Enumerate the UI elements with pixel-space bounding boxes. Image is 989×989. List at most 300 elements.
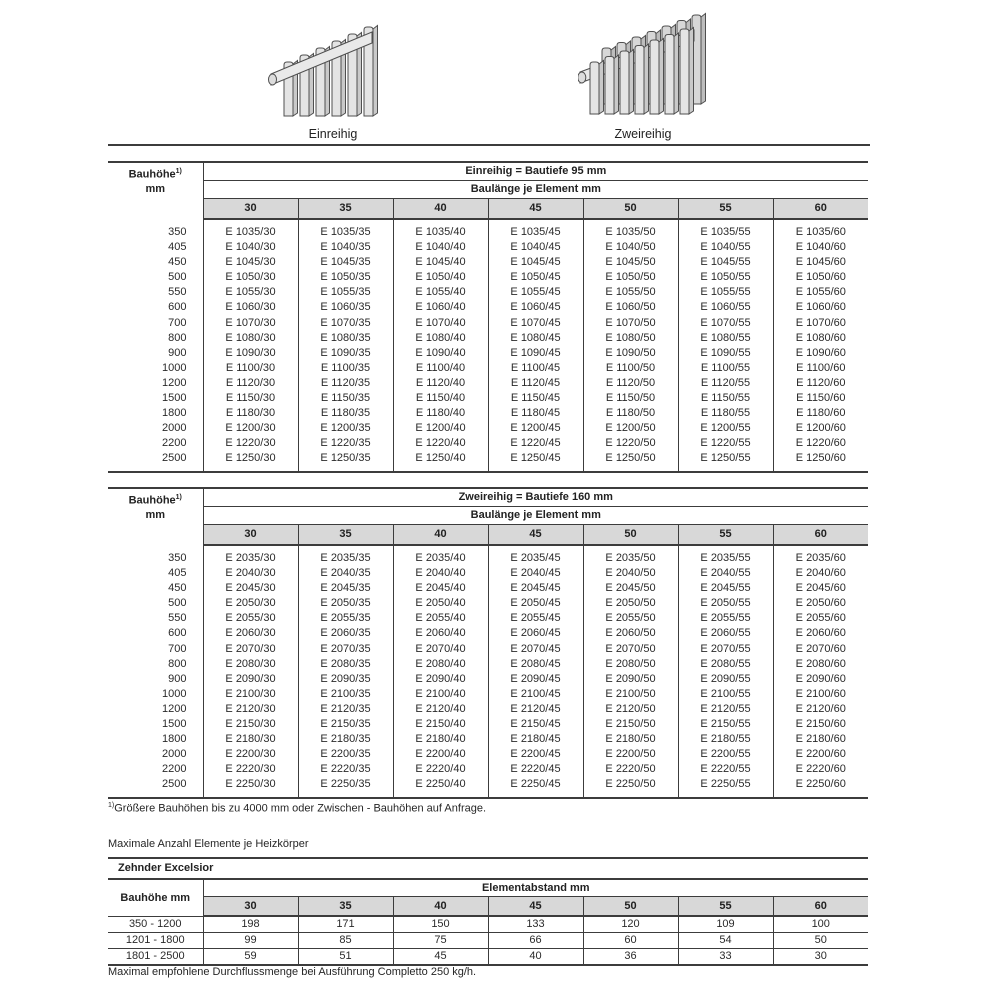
table-row xyxy=(108,545,868,566)
model-code-cell: E 1120/55 xyxy=(678,376,773,391)
model-code-cell: E 2120/55 xyxy=(678,702,773,717)
model-code-cell: E 1100/40 xyxy=(393,361,488,376)
table-row xyxy=(108,949,868,966)
model-code-cell: E 1220/45 xyxy=(488,436,583,451)
model-code-cell: E 2040/40 xyxy=(393,566,488,581)
model-code-cell: E 1055/30 xyxy=(203,285,298,300)
col-header: 35 xyxy=(298,524,393,545)
model-code-cell: E 1035/55 xyxy=(678,219,773,240)
footnote: $^{1)}$Größere Bauhöhen bis zu 4000 mm oder Zwischen - Bauhöhen auf Anfrage. xyxy=(108,802,487,815)
model-code-cell: E 1200/50 xyxy=(583,421,678,436)
col-header: 55 xyxy=(678,896,773,916)
model-code-cell: E 1050/50 xyxy=(583,270,678,285)
table-row xyxy=(108,219,868,240)
row-header-value: 2000 xyxy=(108,421,203,436)
section-title: Maximale Anzahl Elemente je Heizkörper xyxy=(108,838,309,850)
model-code-cell: E 2060/50 xyxy=(583,626,678,641)
row-header-value: 350 xyxy=(108,545,203,566)
max-elements-cell: 33 xyxy=(678,949,773,966)
model-code-cell: E 1120/35 xyxy=(298,376,393,391)
model-code-cell: E 2150/40 xyxy=(393,717,488,732)
model-code-cell: E 1150/55 xyxy=(678,391,773,406)
table-row xyxy=(108,406,868,421)
row-header-value: 700 xyxy=(108,316,203,331)
model-code-cell: E 1050/55 xyxy=(678,270,773,285)
model-code-cell: E 1250/35 xyxy=(298,451,393,471)
max-elements-cell: 171 xyxy=(298,916,393,933)
max-elements-cell: 59 xyxy=(203,949,298,966)
model-code-cell: E 1220/35 xyxy=(298,436,393,451)
model-code-cell: E 2035/35 xyxy=(298,545,393,566)
model-code-cell: E 1120/50 xyxy=(583,376,678,391)
max-elements-cell: 109 xyxy=(678,916,773,933)
model-code-cell: E 1050/30 xyxy=(203,270,298,285)
max-elements-cell: 66 xyxy=(488,933,583,949)
col-header: 30 xyxy=(203,896,298,916)
model-code-cell: E 1080/55 xyxy=(678,331,773,346)
table-row xyxy=(108,657,868,672)
model-code-cell: E 2200/50 xyxy=(583,747,678,762)
model-code-cell: E 1090/30 xyxy=(203,346,298,361)
model-code-cell: E 1100/50 xyxy=(583,361,678,376)
column-header-row xyxy=(108,896,868,916)
table-row xyxy=(108,702,868,717)
model-code-cell: E 1090/40 xyxy=(393,346,488,361)
max-elements-cell: 45 xyxy=(393,949,488,966)
model-code-cell: E 2220/60 xyxy=(773,762,868,777)
model-code-cell: E 2250/55 xyxy=(678,777,773,797)
table-row xyxy=(108,762,868,777)
model-code-cell: E 1040/30 xyxy=(203,240,298,255)
row-header-title: Bauhöhe mm xyxy=(108,879,203,916)
col-header: 50 xyxy=(583,198,678,219)
row-header-value: 900 xyxy=(108,672,203,687)
model-code-cell: E 2070/45 xyxy=(488,642,583,657)
model-code-cell: E 1200/45 xyxy=(488,421,583,436)
model-code-cell: E 1070/55 xyxy=(678,316,773,331)
model-code-cell: E 2035/40 xyxy=(393,545,488,566)
table-row xyxy=(108,672,868,687)
double-row-radiator-illustration xyxy=(578,8,718,141)
model-code-cell: E 2150/35 xyxy=(298,717,393,732)
col-header: 55 xyxy=(678,524,773,545)
model-code-cell: E 2200/45 xyxy=(488,747,583,762)
model-code-cell: E 2045/45 xyxy=(488,581,583,596)
model-code-cell: E 1045/30 xyxy=(203,255,298,270)
model-code-cell: E 1200/30 xyxy=(203,421,298,436)
row-header-value: 350 - 1200 xyxy=(108,916,203,933)
col-header: 55 xyxy=(678,198,773,219)
model-code-cell: E 1070/60 xyxy=(773,316,868,331)
model-code-cell: E 1100/35 xyxy=(298,361,393,376)
table-band-title: Zweireihig = Bautiefe 160 mm xyxy=(203,488,868,506)
col-header: 30 xyxy=(203,198,298,219)
column-header-row xyxy=(108,198,868,219)
column-header-row xyxy=(108,524,868,545)
model-code-cell: E 1180/30 xyxy=(203,406,298,421)
row-header-value: 1201 - 1800 xyxy=(108,933,203,949)
table-row xyxy=(108,316,868,331)
model-code-cell: E 1060/30 xyxy=(203,300,298,315)
table-row xyxy=(108,240,868,255)
col-header: 60 xyxy=(773,524,868,545)
model-code-cell: E 2060/45 xyxy=(488,626,583,641)
flow-rate-note: Maximal empfohlene Durchflussmenge bei Ausführung Completto 250 kg/h. xyxy=(108,966,477,978)
row-header-value: 350 xyxy=(108,219,203,240)
model-code-cell: E 2035/60 xyxy=(773,545,868,566)
model-code-cell: E 1080/60 xyxy=(773,331,868,346)
model-code-cell: E 2040/60 xyxy=(773,566,868,581)
model-code-cell: E 1220/50 xyxy=(583,436,678,451)
model-code-cell: E 1180/55 xyxy=(678,406,773,421)
single-row-radiator-illustration xyxy=(268,12,403,141)
double-row-radiator-drawing xyxy=(578,8,718,122)
model-code-cell: E 1150/35 xyxy=(298,391,393,406)
model-code-cell: E 1055/40 xyxy=(393,285,488,300)
model-code-cell: E 2035/50 xyxy=(583,545,678,566)
model-code-cell: E 2100/40 xyxy=(393,687,488,702)
model-code-cell: E 2040/30 xyxy=(203,566,298,581)
model-code-cell: E 2180/30 xyxy=(203,732,298,747)
table-row xyxy=(108,642,868,657)
model-code-cell: E 2055/35 xyxy=(298,611,393,626)
model-code-cell: E 2100/35 xyxy=(298,687,393,702)
model-code-cell: E 1090/55 xyxy=(678,346,773,361)
row-header-value: 450 xyxy=(108,255,203,270)
model-code-cell: E 1120/40 xyxy=(393,376,488,391)
model-code-cell: E 1040/35 xyxy=(298,240,393,255)
model-code-cell: E 2050/45 xyxy=(488,596,583,611)
model-code-cell: E 2035/55 xyxy=(678,545,773,566)
model-code-cell: E 1080/50 xyxy=(583,331,678,346)
model-code-cell: E 2045/60 xyxy=(773,581,868,596)
model-code-cell: E 2180/55 xyxy=(678,732,773,747)
model-code-cell: E 2080/55 xyxy=(678,657,773,672)
row-header-value: 1801 - 2500 xyxy=(108,949,203,966)
model-code-cell: E 1045/60 xyxy=(773,255,868,270)
model-code-cell: E 2055/55 xyxy=(678,611,773,626)
model-code-cell: E 2035/45 xyxy=(488,545,583,566)
model-code-cell: E 2055/60 xyxy=(773,611,868,626)
model-code-cell: E 2055/30 xyxy=(203,611,298,626)
model-code-cell: E 2100/55 xyxy=(678,687,773,702)
col-header: 45 xyxy=(488,524,583,545)
double-row-label: Zweireihig xyxy=(614,127,672,141)
model-code-cell: E 1150/40 xyxy=(393,391,488,406)
row-header-value: 1000 xyxy=(108,687,203,702)
max-elements-cell: 51 xyxy=(298,949,393,966)
row-header-value: 800 xyxy=(108,331,203,346)
model-code-cell: E 2080/35 xyxy=(298,657,393,672)
model-code-cell: E 2040/35 xyxy=(298,566,393,581)
model-code-cell: E 2120/60 xyxy=(773,702,868,717)
model-code-cell: E 1055/60 xyxy=(773,285,868,300)
model-code-cell: E 2100/30 xyxy=(203,687,298,702)
model-code-cell: E 1150/60 xyxy=(773,391,868,406)
model-code-cell: E 2150/50 xyxy=(583,717,678,732)
model-code-cell: E 2180/60 xyxy=(773,732,868,747)
model-code-cell: E 2070/55 xyxy=(678,642,773,657)
model-code-cell: E 1120/60 xyxy=(773,376,868,391)
table-row xyxy=(108,451,868,471)
model-code-cell: E 1080/35 xyxy=(298,331,393,346)
model-code-cell: E 1080/30 xyxy=(203,331,298,346)
model-code-cell: E 2050/35 xyxy=(298,596,393,611)
max-elements-cell: 120 xyxy=(583,916,678,933)
model-code-cell: E 2060/40 xyxy=(393,626,488,641)
row-header-value: 2500 xyxy=(108,777,203,797)
model-code-cell: E 1050/60 xyxy=(773,270,868,285)
model-code-cell: E 2180/45 xyxy=(488,732,583,747)
model-code-cell: E 1035/40 xyxy=(393,219,488,240)
row-header-value: 405 xyxy=(108,240,203,255)
model-code-cell: E 2045/30 xyxy=(203,581,298,596)
brand-title: Zehnder Excelsior xyxy=(108,858,868,879)
model-code-cell: E 2200/40 xyxy=(393,747,488,762)
model-code-cell: E 1040/40 xyxy=(393,240,488,255)
max-elements-cell: 150 xyxy=(393,916,488,933)
model-code-cell: E 2070/35 xyxy=(298,642,393,657)
model-code-cell: E 2250/45 xyxy=(488,777,583,797)
model-code-cell: E 1100/60 xyxy=(773,361,868,376)
row-header-title: Bauhöhe$^{1)}$ mm xyxy=(108,488,203,545)
max-elements-table xyxy=(108,857,868,966)
model-code-cell: E 1100/45 xyxy=(488,361,583,376)
table-row xyxy=(108,361,868,376)
model-code-cell: E 1045/40 xyxy=(393,255,488,270)
model-code-cell: E 1090/45 xyxy=(488,346,583,361)
model-code-cell: E 1070/35 xyxy=(298,316,393,331)
max-elements-cell: 60 xyxy=(583,933,678,949)
max-elements-cell: 30 xyxy=(773,949,868,966)
col-header: 35 xyxy=(298,198,393,219)
model-code-cell: E 2050/40 xyxy=(393,596,488,611)
model-code-cell: E 2090/30 xyxy=(203,672,298,687)
row-header-value: 2500 xyxy=(108,451,203,471)
col-header: 60 xyxy=(773,896,868,916)
max-elements-cell: 85 xyxy=(298,933,393,949)
model-code-cell: E 2090/40 xyxy=(393,672,488,687)
col-header: 60 xyxy=(773,198,868,219)
model-code-cell: E 2100/45 xyxy=(488,687,583,702)
model-code-cell: E 2250/30 xyxy=(203,777,298,797)
model-code-cell: E 2055/40 xyxy=(393,611,488,626)
model-code-cell: E 1150/50 xyxy=(583,391,678,406)
model-code-cell: E 1050/40 xyxy=(393,270,488,285)
model-code-cell: E 1220/55 xyxy=(678,436,773,451)
model-code-cell: E 1060/45 xyxy=(488,300,583,315)
model-code-cell: E 2045/50 xyxy=(583,581,678,596)
single-row-radiator-drawing xyxy=(268,12,403,122)
model-code-cell: E 1055/35 xyxy=(298,285,393,300)
model-code-cell: E 1150/45 xyxy=(488,391,583,406)
model-code-cell: E 2180/50 xyxy=(583,732,678,747)
row-header-value: 450 xyxy=(108,581,203,596)
table-row xyxy=(108,611,868,626)
row-header-value: 1500 xyxy=(108,717,203,732)
table-row xyxy=(108,255,868,270)
model-code-cell: E 2050/55 xyxy=(678,596,773,611)
model-code-cell: E 1050/35 xyxy=(298,270,393,285)
model-code-cell: E 1045/35 xyxy=(298,255,393,270)
model-code-cell: E 1100/55 xyxy=(678,361,773,376)
model-code-cell: E 1180/45 xyxy=(488,406,583,421)
table-row xyxy=(108,596,868,611)
model-code-cell: E 1180/60 xyxy=(773,406,868,421)
row-header-value: 1800 xyxy=(108,406,203,421)
row-header-value: 600 xyxy=(108,300,203,315)
col-header: 40 xyxy=(393,198,488,219)
model-code-cell: E 1090/60 xyxy=(773,346,868,361)
table-row xyxy=(108,717,868,732)
row-header-value: 550 xyxy=(108,611,203,626)
model-code-cell: E 2100/60 xyxy=(773,687,868,702)
row-header-value: 2000 xyxy=(108,747,203,762)
model-code-cell: E 1040/55 xyxy=(678,240,773,255)
table-row xyxy=(108,566,868,581)
table-row xyxy=(108,581,868,596)
model-code-cell: E 2200/35 xyxy=(298,747,393,762)
model-code-cell: E 2050/50 xyxy=(583,596,678,611)
model-code-cell: E 2045/55 xyxy=(678,581,773,596)
model-code-cell: E 2090/60 xyxy=(773,672,868,687)
table-row xyxy=(108,391,868,406)
model-code-cell: E 2050/30 xyxy=(203,596,298,611)
model-code-cell: E 1035/35 xyxy=(298,219,393,240)
model-code-cell: E 2120/50 xyxy=(583,702,678,717)
top-divider xyxy=(108,144,870,146)
model-code-cell: E 2055/50 xyxy=(583,611,678,626)
model-code-cell: E 2220/45 xyxy=(488,762,583,777)
model-code-cell: E 2070/30 xyxy=(203,642,298,657)
model-code-cell: E 2120/45 xyxy=(488,702,583,717)
model-code-cell: E 2045/35 xyxy=(298,581,393,596)
model-code-cell: E 2250/35 xyxy=(298,777,393,797)
row-header-value: 500 xyxy=(108,270,203,285)
model-code-cell: E 1040/50 xyxy=(583,240,678,255)
model-code-cell: E 2220/30 xyxy=(203,762,298,777)
model-code-cell: E 1070/40 xyxy=(393,316,488,331)
model-code-cell: E 1250/30 xyxy=(203,451,298,471)
model-code-cell: E 2060/60 xyxy=(773,626,868,641)
model-code-cell: E 2200/30 xyxy=(203,747,298,762)
max-elements-cell: 99 xyxy=(203,933,298,949)
model-code-cell: E 2070/60 xyxy=(773,642,868,657)
table-row xyxy=(108,376,868,391)
einreihig-model-table xyxy=(108,161,868,473)
model-code-cell: E 2080/30 xyxy=(203,657,298,672)
table-row xyxy=(108,331,868,346)
table-row xyxy=(108,270,868,285)
model-code-cell: E 2120/30 xyxy=(203,702,298,717)
col-header: 45 xyxy=(488,198,583,219)
model-code-cell: E 1045/50 xyxy=(583,255,678,270)
row-header-value: 1500 xyxy=(108,391,203,406)
model-code-cell: E 2060/55 xyxy=(678,626,773,641)
row-header-value: 900 xyxy=(108,346,203,361)
model-code-cell: E 2150/55 xyxy=(678,717,773,732)
row-header-value: 1000 xyxy=(108,361,203,376)
model-code-cell: E 2050/60 xyxy=(773,596,868,611)
model-code-cell: E 2090/50 xyxy=(583,672,678,687)
model-code-cell: E 1200/40 xyxy=(393,421,488,436)
row-header-value: 2200 xyxy=(108,436,203,451)
model-code-cell: E 1120/45 xyxy=(488,376,583,391)
model-code-cell: E 2220/55 xyxy=(678,762,773,777)
table-row xyxy=(108,916,868,933)
max-elements-cell: 100 xyxy=(773,916,868,933)
row-header-value: 600 xyxy=(108,626,203,641)
model-code-cell: E 2080/40 xyxy=(393,657,488,672)
row-header-value: 700 xyxy=(108,642,203,657)
table-band-title: Elementabstand mm xyxy=(203,879,868,896)
model-code-cell: E 1250/60 xyxy=(773,451,868,471)
model-code-cell: E 1180/35 xyxy=(298,406,393,421)
model-code-cell: E 2080/45 xyxy=(488,657,583,672)
model-code-cell: E 2045/40 xyxy=(393,581,488,596)
model-code-cell: E 2040/45 xyxy=(488,566,583,581)
table-row xyxy=(108,626,868,641)
max-elements-table-wrap xyxy=(108,857,868,966)
table-band-subtitle: Baulänge je Element mm xyxy=(203,180,868,198)
einreihig-table-wrap xyxy=(108,161,868,473)
model-code-cell: E 1200/35 xyxy=(298,421,393,436)
model-code-cell: E 1060/50 xyxy=(583,300,678,315)
model-code-cell: E 1220/30 xyxy=(203,436,298,451)
model-code-cell: E 1045/55 xyxy=(678,255,773,270)
model-code-cell: E 1070/30 xyxy=(203,316,298,331)
model-code-cell: E 1035/50 xyxy=(583,219,678,240)
col-header: 40 xyxy=(393,896,488,916)
model-code-cell: E 2055/45 xyxy=(488,611,583,626)
table-row xyxy=(108,421,868,436)
col-header: 45 xyxy=(488,896,583,916)
table-band-subtitle: Baulänge je Element mm xyxy=(203,506,868,524)
model-code-cell: E 1250/50 xyxy=(583,451,678,471)
model-code-cell: E 2080/50 xyxy=(583,657,678,672)
model-code-cell: E 1250/55 xyxy=(678,451,773,471)
table-band-title: Einreihig = Bautiefe 95 mm xyxy=(203,162,868,180)
max-elements-cell: 54 xyxy=(678,933,773,949)
model-code-cell: E 2200/55 xyxy=(678,747,773,762)
table-row xyxy=(108,436,868,451)
col-header: 50 xyxy=(583,896,678,916)
table-row xyxy=(108,285,868,300)
row-header-value: 1200 xyxy=(108,376,203,391)
col-header: 35 xyxy=(298,896,393,916)
model-code-cell: E 1120/30 xyxy=(203,376,298,391)
row-header-value: 1200 xyxy=(108,702,203,717)
model-code-cell: E 1080/45 xyxy=(488,331,583,346)
model-code-cell: E 2090/35 xyxy=(298,672,393,687)
zweireihig-table-wrap xyxy=(108,487,868,799)
model-code-cell: E 1060/35 xyxy=(298,300,393,315)
model-code-cell: E 1220/60 xyxy=(773,436,868,451)
model-code-cell: E 1035/30 xyxy=(203,219,298,240)
model-code-cell: E 1200/55 xyxy=(678,421,773,436)
model-code-cell: E 2200/60 xyxy=(773,747,868,762)
model-code-cell: E 2120/40 xyxy=(393,702,488,717)
max-elements-cell: 36 xyxy=(583,949,678,966)
row-header-value: 405 xyxy=(108,566,203,581)
model-code-cell: E 1250/45 xyxy=(488,451,583,471)
max-elements-cell: 50 xyxy=(773,933,868,949)
table-row xyxy=(108,933,868,949)
model-code-cell: E 2220/40 xyxy=(393,762,488,777)
model-code-cell: E 1080/40 xyxy=(393,331,488,346)
single-row-label: Einreihig xyxy=(308,127,358,141)
model-code-cell: E 2180/40 xyxy=(393,732,488,747)
